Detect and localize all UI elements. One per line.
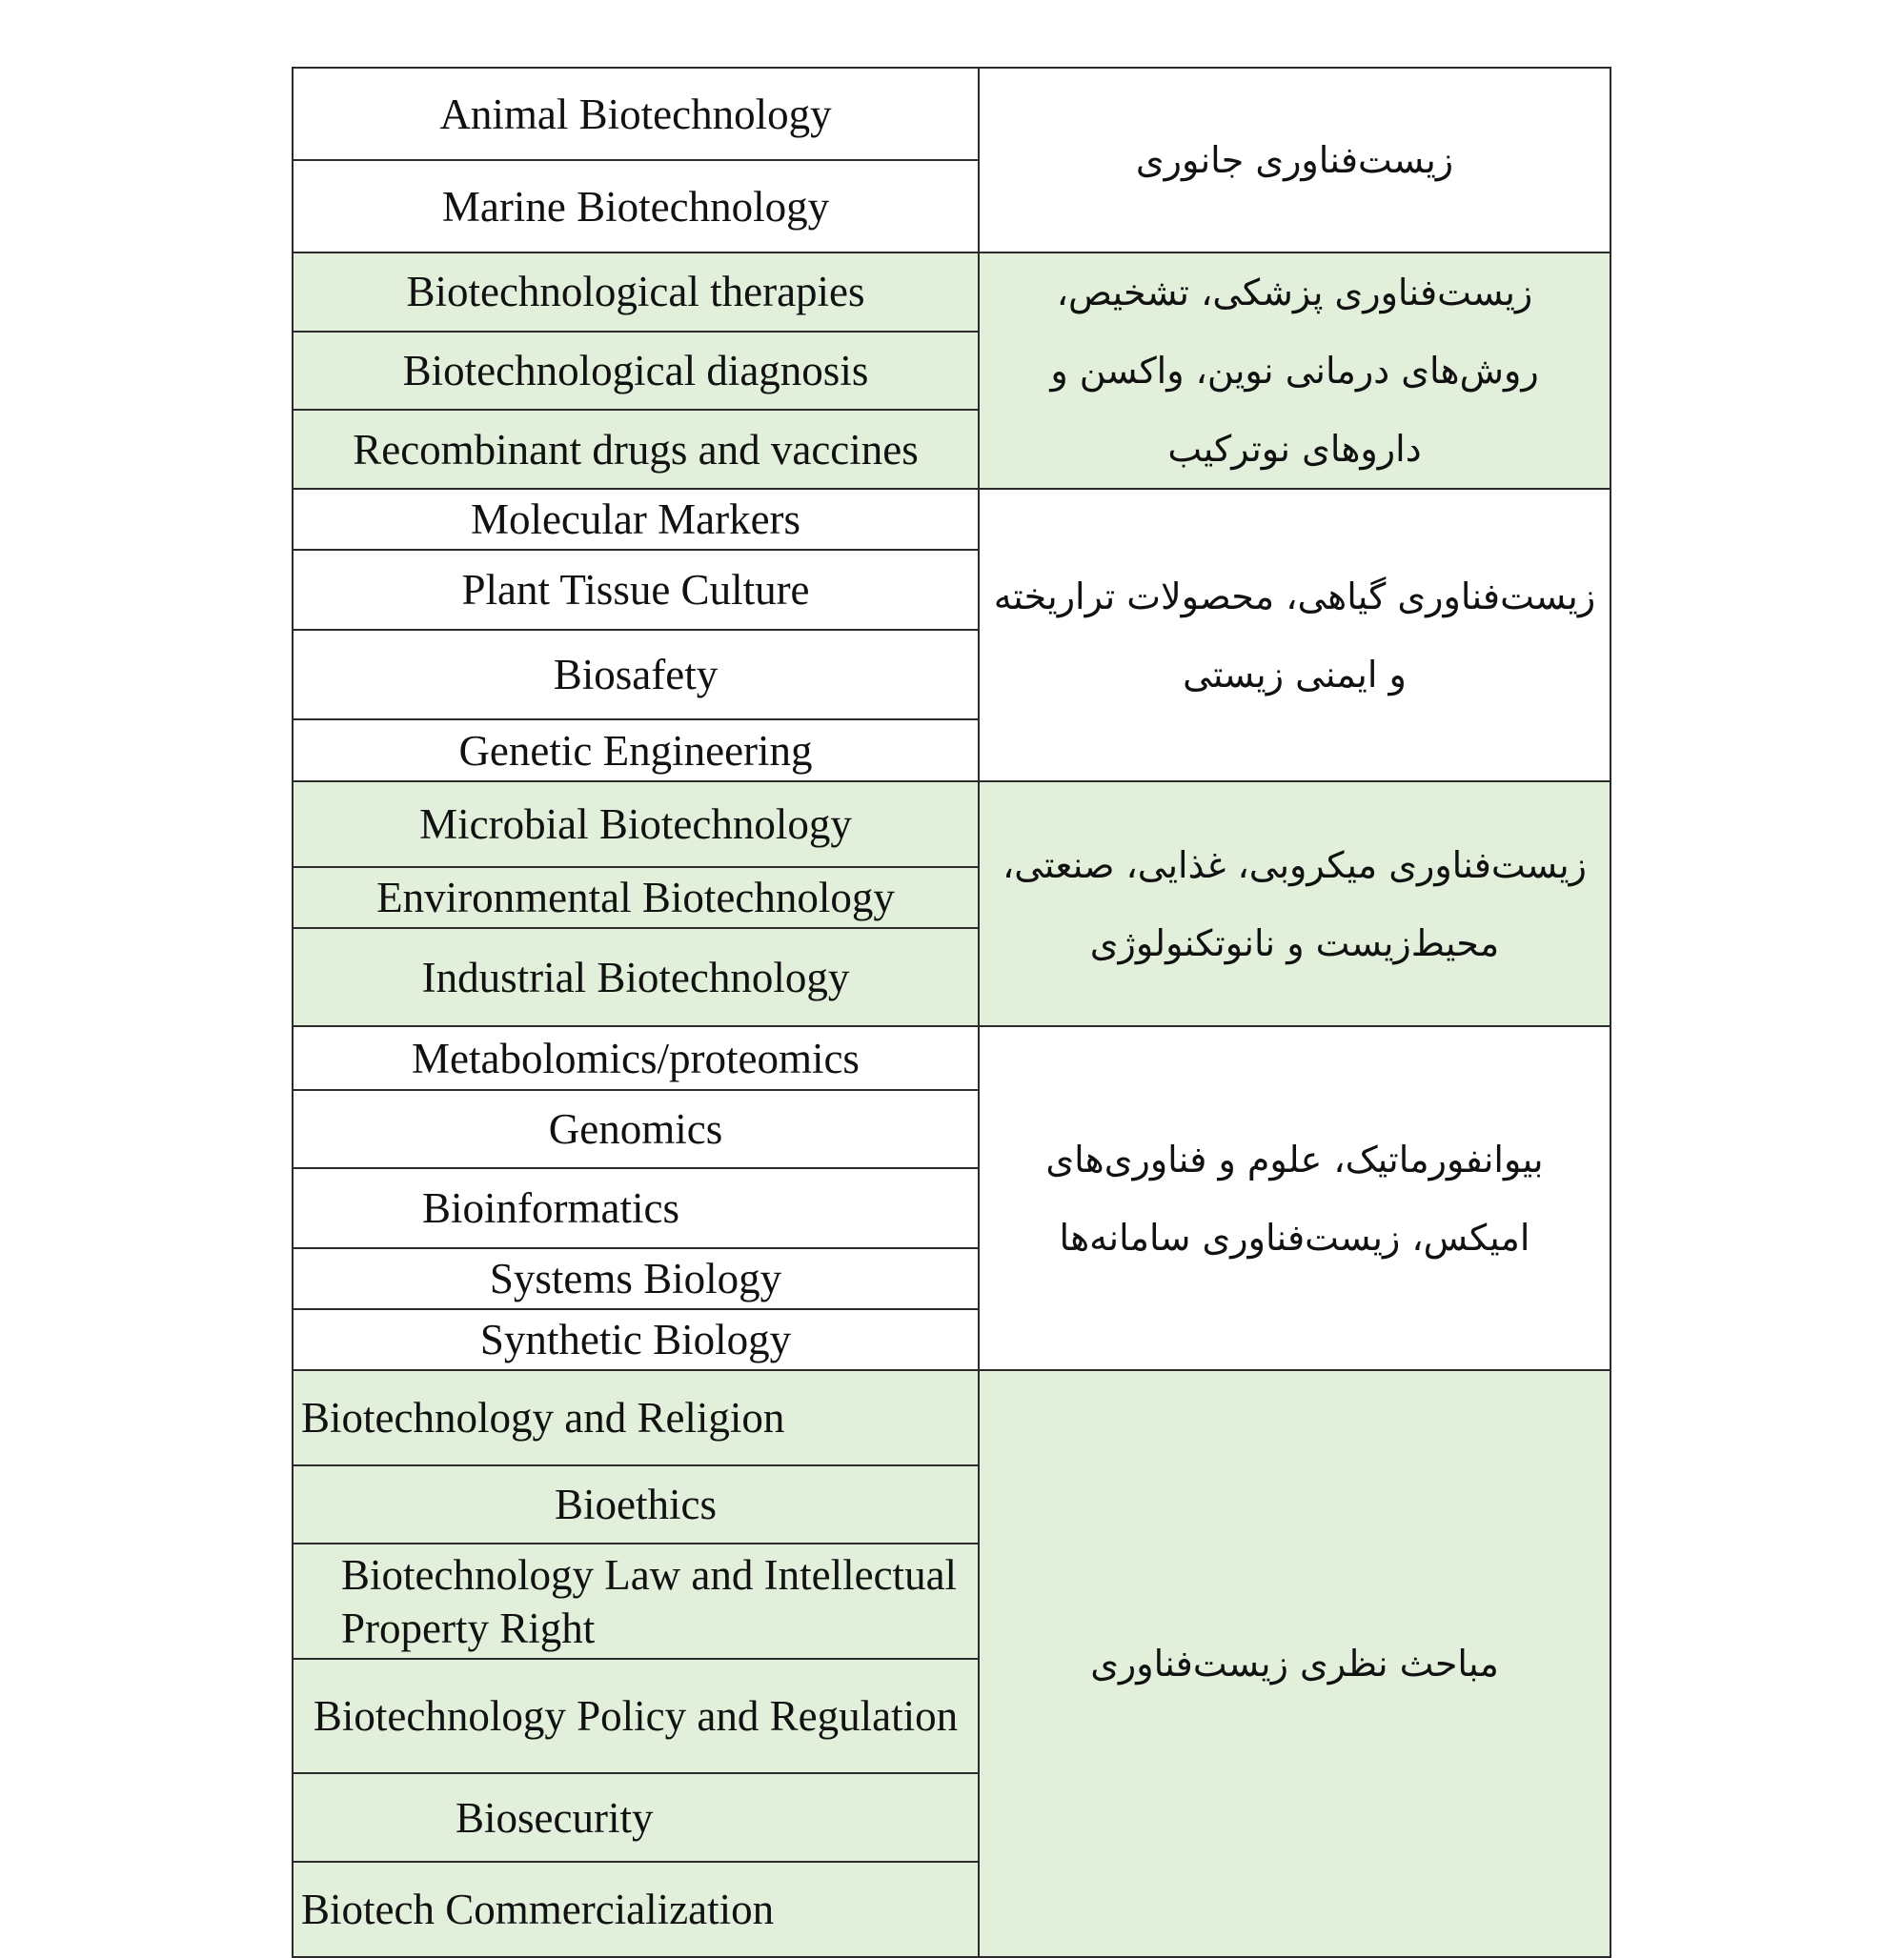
category-cell-persian: زیست‌فناوری گیاهی، محصولات تراریخته و ایمنی زیستی	[979, 489, 1610, 781]
topic-cell: Molecular Markers	[293, 489, 979, 550]
table-row	[293, 1370, 1610, 1465]
topic-cell: Biotechnology and Religion	[293, 1370, 979, 1465]
category-cell-persian: زیست‌فناوری پزشکی، تشخیص، روش‌های درمانی نوین، واکسن و داروهای نوترکیب	[979, 252, 1610, 489]
table-row	[293, 68, 1610, 160]
category-cell-persian: زیست‌فناوری جانوری	[979, 68, 1610, 252]
topic-cell: Plant Tissue Culture	[293, 550, 979, 630]
category-cell-persian: زیست‌فناوری میکروبی، غذایی، صنعتی، محیط‌زیست و نانوتکنولوژی	[979, 781, 1610, 1026]
topic-cell: Biotechnology Law and Intellectual Property Right	[293, 1544, 979, 1659]
category-cell-persian: بیوانفورماتیک، علوم و فناوری‌های امیکس، زیست‌فناوری سامانه‌ها	[979, 1026, 1610, 1370]
topic-cell: Genetic Engineering	[293, 719, 979, 781]
table-row	[293, 1026, 1610, 1090]
category-cell-persian: مباحث نظری زیست‌فناوری	[979, 1370, 1610, 1957]
topic-cell: Biosafety	[293, 630, 979, 719]
topic-cell: Industrial Biotechnology	[293, 928, 979, 1026]
topic-cell: Metabolomics/proteomics	[293, 1026, 979, 1090]
topic-table	[292, 67, 1611, 1958]
topic-cell: Bioethics	[293, 1465, 979, 1544]
topic-cell: Environmental Biotechnology	[293, 867, 979, 928]
topic-cell: Animal Biotechnology	[293, 68, 979, 160]
topic-cell: Microbial Biotechnology	[293, 781, 979, 867]
topic-cell: Biotech Commercialization	[293, 1862, 979, 1957]
topic-cell: Recombinant drugs and vaccines	[293, 410, 979, 489]
topic-cell: Marine Biotechnology	[293, 160, 979, 252]
table-row	[293, 252, 1610, 332]
table-row	[293, 489, 1610, 550]
table-row	[293, 781, 1610, 867]
topic-cell: Biotechnological therapies	[293, 252, 979, 332]
topic-cell: Synthetic Biology	[293, 1309, 979, 1370]
topic-cell: Systems Biology	[293, 1248, 979, 1309]
topic-cell: Biosecurity	[293, 1773, 979, 1862]
topic-cell: Biotechnology Policy and Regulation	[293, 1659, 979, 1773]
topic-cell: Biotechnological diagnosis	[293, 332, 979, 411]
topic-cell: Bioinformatics	[293, 1168, 979, 1248]
topic-cell: Genomics	[293, 1090, 979, 1168]
